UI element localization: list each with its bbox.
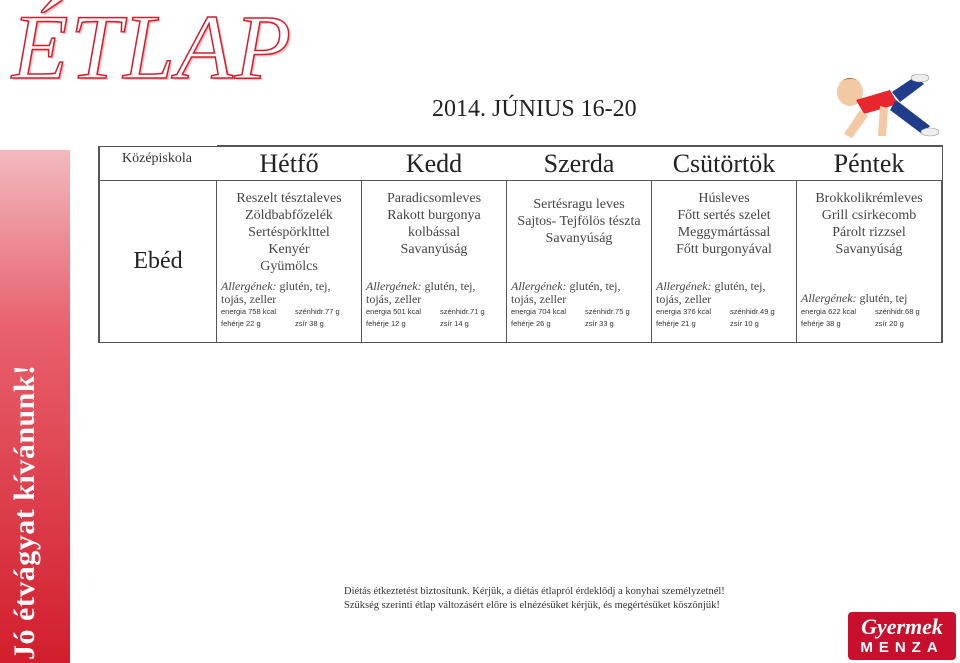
footer-line: Diétás étkeztetést biztosítunk. Kérjük, a diétás étlapról érdeklődj a konyhai személyzetnél! bbox=[344, 586, 725, 597]
dish: kolbással bbox=[407, 225, 461, 240]
dish-list bbox=[217, 181, 361, 275]
day-header-tuesday: Kedd bbox=[362, 146, 507, 181]
gyermek-menza-logo bbox=[848, 612, 956, 660]
dish: Főtt sertés szelet bbox=[677, 208, 771, 223]
dish-list bbox=[362, 181, 506, 258]
dish: Gyümölcs bbox=[260, 259, 318, 274]
nutrition-info bbox=[511, 306, 649, 330]
menu-date: 2014. JÚNIUS 16-20 bbox=[432, 96, 637, 122]
day-cell-monday bbox=[217, 181, 362, 343]
fat-value: zsír 10 g bbox=[730, 319, 759, 328]
dish: Párolt rizzsel bbox=[832, 225, 906, 240]
energy-value: energia 376 kcal bbox=[656, 307, 712, 316]
dish: Paradicsomleves bbox=[386, 191, 482, 206]
protein-value: fehérje 38 g bbox=[801, 319, 841, 328]
dish-list bbox=[797, 181, 941, 258]
carb-value: szénhidr.77 g bbox=[295, 307, 340, 316]
protein-value: fehérje 21 g bbox=[656, 319, 696, 328]
dish: Savanyúság bbox=[400, 242, 468, 257]
dish: Grill csirkecomb bbox=[821, 208, 917, 223]
day-header-monday: Hétfő bbox=[217, 146, 362, 181]
day-cell-thursday bbox=[652, 181, 797, 343]
fat-value: zsír 20 g bbox=[875, 319, 904, 328]
dish: Sajtos- Tejfölös tészta bbox=[517, 214, 641, 229]
dish: Brokkolikrémleves bbox=[815, 191, 923, 206]
protein-value: fehérje 26 g bbox=[511, 319, 551, 328]
nutrition-info bbox=[366, 306, 504, 330]
protein-value: fehérje 22 g bbox=[221, 319, 261, 328]
day-header-thursday: Csütörtök bbox=[652, 146, 797, 181]
allergen-label: Allergének: bbox=[366, 279, 422, 293]
carb-value: szénhidr.49 g bbox=[730, 307, 775, 316]
meal-label: Ebéd bbox=[99, 181, 217, 343]
energy-value: energia 704 kcal bbox=[511, 307, 567, 316]
dish: Savanyúság bbox=[835, 242, 903, 257]
allergen-list: glutén, tej, tojás, zeller bbox=[656, 279, 766, 306]
dish: Főtt burgonyával bbox=[676, 242, 772, 257]
allergen-info bbox=[221, 280, 357, 306]
allergen-label: Allergének: bbox=[801, 291, 857, 305]
header bbox=[0, 0, 960, 140]
allergen-info bbox=[366, 280, 502, 306]
day-cell-tuesday bbox=[362, 181, 507, 343]
allergen-info bbox=[801, 292, 937, 305]
allergen-list: glutén, tej, tojás, zeller bbox=[511, 279, 621, 306]
page-title: ÉTLAP bbox=[12, 0, 293, 98]
child-illustration-icon bbox=[820, 70, 940, 140]
fat-value: zsír 14 g bbox=[440, 319, 469, 328]
allergen-list: glutén, tej, tojás, zeller bbox=[221, 279, 331, 306]
allergen-info bbox=[511, 280, 647, 306]
slogan: Jó étvágyat kívánunk! bbox=[8, 364, 41, 660]
carb-value: szénhidr.71 g bbox=[440, 307, 485, 316]
dish: Kenyér bbox=[268, 242, 310, 257]
dish: Meggymártással bbox=[677, 225, 771, 240]
dish: Savanyúság bbox=[545, 231, 613, 246]
dish-list bbox=[507, 181, 651, 247]
allergen-label: Allergének: bbox=[221, 279, 277, 293]
nutrition-info bbox=[656, 306, 794, 330]
carb-value: szénhidr.75 g bbox=[585, 307, 630, 316]
energy-value: energia 501 kcal bbox=[366, 307, 422, 316]
allergen-list: glutén, tej, tojás, zeller bbox=[366, 279, 476, 306]
day-header-friday: Péntek bbox=[797, 146, 943, 181]
nutrition-info bbox=[221, 306, 359, 330]
dish: Húsleves bbox=[698, 191, 750, 206]
day-header-wednesday: Szerda bbox=[507, 146, 652, 181]
allergen-info bbox=[656, 280, 792, 306]
dish: Sertéspörklttel bbox=[248, 225, 330, 240]
fat-value: zsír 38 g bbox=[295, 319, 324, 328]
weekly-menu-table bbox=[98, 145, 943, 343]
logo-line-2: MENZA bbox=[860, 639, 944, 656]
fat-value: zsír 33 g bbox=[585, 319, 614, 328]
protein-value: fehérje 12 g bbox=[366, 319, 406, 328]
day-cell-friday bbox=[797, 181, 943, 343]
footer-note bbox=[344, 585, 844, 613]
dish: Sertésragu leves bbox=[533, 197, 625, 212]
dish: Reszelt tésztaleves bbox=[236, 191, 342, 206]
day-cell-wednesday bbox=[507, 181, 652, 343]
energy-value: energia 758 kcal bbox=[221, 307, 277, 316]
nutrition-info bbox=[801, 306, 939, 330]
allergen-list: glutén, tej bbox=[859, 291, 908, 305]
dish-list bbox=[652, 181, 796, 258]
energy-value: energia 622 kcal bbox=[801, 307, 857, 316]
school-type: Középiskola bbox=[122, 151, 192, 166]
dish: Zöldbabfőzelék bbox=[245, 208, 333, 223]
allergen-label: Allergének: bbox=[656, 279, 712, 293]
day-header-row bbox=[99, 146, 942, 181]
lunch-row bbox=[99, 181, 942, 343]
corner-cell bbox=[99, 146, 217, 181]
allergen-label: Allergének: bbox=[511, 279, 567, 293]
carb-value: szénhidr.68 g bbox=[875, 307, 920, 316]
footer-line: Szükség szerinti étlap változásért előre is elnézésüket kérjük, és megértésüket köszönjük! bbox=[344, 600, 720, 611]
logo-line-1: Gyermek bbox=[861, 614, 943, 639]
dish: Rakott burgonya bbox=[387, 208, 481, 223]
